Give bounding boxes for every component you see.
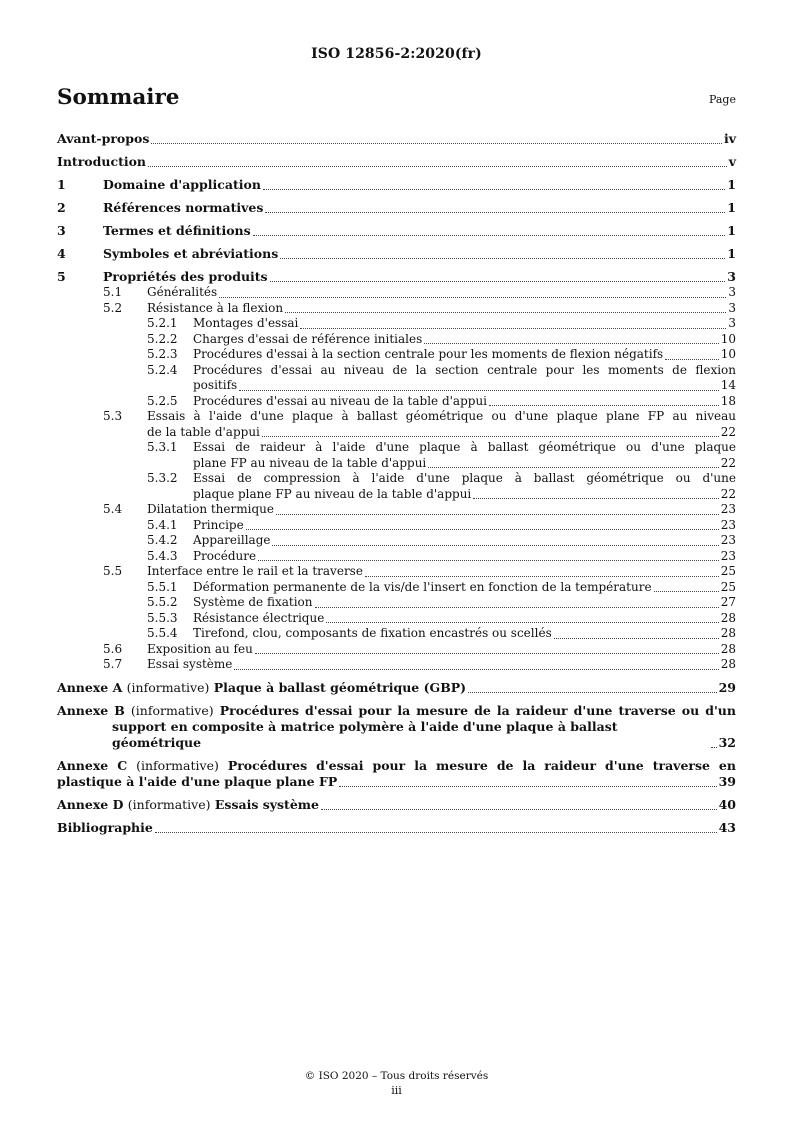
toc-entry[interactable] <box>57 549 736 565</box>
page-number: iii <box>391 1084 402 1097</box>
toc-entry-page: 23 <box>720 502 736 516</box>
toc-entry[interactable] <box>57 246 736 262</box>
toc-entry[interactable] <box>57 177 736 193</box>
toc-entry-page: 18 <box>720 393 736 408</box>
dot-leader <box>270 281 726 282</box>
toc-entry-text: Généralités <box>147 285 218 299</box>
dot-leader <box>148 166 727 167</box>
toc-entry-page: 3 <box>728 285 736 299</box>
toc-entry-page: 23 <box>720 548 736 563</box>
toc-entry-number: 5.5.4 <box>147 626 178 640</box>
toc-entry-text: Essais à l'aide d'une plaque à ballast géométrique ou d'une plaque plane FP au niveau <box>147 409 736 423</box>
toc-entry-text-continued: plaque plane FP au niveau de la table d'appui <box>193 486 472 501</box>
dot-leader <box>255 653 719 654</box>
toc-entry-text: Résistance à la flexion <box>147 300 284 315</box>
toc-entry-number: 5.5.2 <box>147 595 178 609</box>
toc-entry[interactable] <box>57 301 736 317</box>
dot-leader <box>339 786 716 787</box>
dot-leader <box>554 638 719 639</box>
toc-entry-page: 1 <box>727 246 736 261</box>
dot-leader <box>428 467 718 468</box>
toc-entry-page: 28 <box>720 641 736 656</box>
annex-title: Essais système <box>214 796 319 812</box>
toc-entry[interactable] <box>57 131 736 147</box>
toc-entry-text: Procédures d'essai à la section centrale pour les moments de flexion négatifs <box>193 347 664 361</box>
dot-leader <box>468 692 717 693</box>
toc-entry-page: v <box>728 154 736 169</box>
toc-entry[interactable] <box>57 154 736 170</box>
toc-entry-page: 1 <box>727 200 736 215</box>
toc-entry-text: Essai système <box>147 657 233 671</box>
dot-leader <box>263 189 725 190</box>
toc-entry-text-continued: plane FP au niveau de la table d'appui <box>193 455 427 470</box>
toc-annex-entry[interactable] <box>57 703 736 751</box>
dot-leader <box>665 359 719 360</box>
toc-entry-number: 4 <box>57 246 66 261</box>
toc-entry-number: 5.5.1 <box>147 579 178 594</box>
toc-entry-page: 25 <box>720 579 736 594</box>
toc-entry-text-continued: positifs <box>193 378 238 392</box>
dot-leader <box>246 529 719 530</box>
dot-leader <box>489 405 719 406</box>
dot-leader <box>155 832 717 833</box>
toc-entry-text: Domaine d'application <box>103 177 261 192</box>
dot-leader <box>258 560 719 561</box>
toc-entry-page: 1 <box>727 223 736 238</box>
toc-entry[interactable] <box>57 595 736 611</box>
toc-entry[interactable] <box>57 269 736 285</box>
toc-entry[interactable] <box>57 394 736 410</box>
toc-entry-text: Symboles et abréviations <box>103 246 279 261</box>
toc-entry-page: 25 <box>720 564 736 578</box>
toc-entry[interactable] <box>57 642 736 658</box>
toc-entry-text: Propriétés des produits <box>103 269 268 284</box>
toc-entry[interactable] <box>57 502 736 518</box>
toc-entry-text: Références normatives <box>103 200 264 215</box>
copyright-notice: © ISO 2020 – Tous droits réservés <box>304 1070 489 1082</box>
toc-annex-entry[interactable] <box>57 680 736 696</box>
toc-entry-page: 3 <box>728 300 736 315</box>
toc-entry-page: 29 <box>718 679 736 695</box>
dot-leader <box>473 498 718 499</box>
dot-leader <box>272 545 718 546</box>
toc-entry-page: iv <box>723 131 736 146</box>
dot-leader <box>265 212 725 213</box>
toc-entry-page: 32 <box>718 734 736 750</box>
table-of-contents <box>57 131 736 836</box>
annex-label: Annexe D <box>57 796 124 812</box>
toc-entry[interactable] <box>57 580 736 596</box>
page-footer <box>0 1070 793 1097</box>
annex-type: (informative) <box>130 702 214 718</box>
toc-entry[interactable] <box>57 518 736 534</box>
toc-entry-text: Introduction <box>57 154 147 169</box>
toc-entry-number: 5.4 <box>103 502 123 516</box>
toc-entry-page: 23 <box>720 517 736 532</box>
toc-entry-text: Charges d'essai de référence initiales <box>193 331 423 346</box>
toc-entry[interactable] <box>57 440 736 471</box>
toc-entry[interactable] <box>57 200 736 216</box>
toc-entry-page: 28 <box>720 610 736 625</box>
toc-entry-number: 5.2 <box>103 300 123 315</box>
annex-label: Annexe C <box>57 757 128 773</box>
toc-entry-page: 27 <box>720 595 736 609</box>
toc-entry-number: 5.2.5 <box>147 393 178 408</box>
toc-entry-number: 3 <box>57 223 66 238</box>
toc-entry-page: 3 <box>727 269 736 284</box>
toc-entry-text: Résistance électrique <box>193 610 325 625</box>
toc-entry-text: Essai de compression à l'aide d'une plaque à ballast géométrique ou d'une <box>193 471 736 485</box>
annex-title-continued: support en composite à matrice polymère à l'aide d'une plaque à ballast géométrique <box>112 718 618 750</box>
toc-entry-text: Avant-propos <box>57 131 150 146</box>
toc-entry-page: 22 <box>720 486 736 501</box>
dot-leader <box>234 669 718 670</box>
annex-type: (informative) <box>136 757 219 773</box>
toc-entry-text: Principe <box>193 517 244 532</box>
dot-leader <box>253 235 726 236</box>
toc-entry-text: Termes et définitions <box>103 223 251 238</box>
toc-entry-text: Essai de raideur à l'aide d'une plaque à ballast géométrique ou d'une plaque <box>193 440 736 454</box>
toc-entry-text: Appareillage <box>193 533 271 547</box>
toc-entry-text: Exposition au feu <box>147 641 253 656</box>
toc-entry[interactable] <box>57 657 736 673</box>
dot-leader <box>654 591 719 592</box>
toc-entry-page: 3 <box>728 316 736 330</box>
annex-title: Procédures d'essai pour la mesure de la raideur d'une traverse ou d'un <box>219 702 736 718</box>
toc-entry-number: 5.2.2 <box>147 331 178 346</box>
toc-entry-number: 2 <box>57 200 66 215</box>
page-title: Sommaire <box>57 85 180 110</box>
toc-entry-number: 5.3 <box>103 409 123 423</box>
toc-entry-number: 5.4.2 <box>147 533 178 547</box>
annex-label: Annexe B <box>57 702 125 718</box>
toc-entry-number: 5.7 <box>103 657 123 671</box>
toc-entry-number: 5 <box>57 269 66 284</box>
toc-entry-page: 14 <box>720 378 736 392</box>
dot-leader <box>280 258 725 259</box>
toc-entry-page: 28 <box>720 626 736 640</box>
toc-entry-number: 5.5.3 <box>147 610 178 625</box>
toc-entry-page: 40 <box>718 796 736 812</box>
annex-type: (informative) <box>126 679 210 695</box>
toc-entry-page: 10 <box>720 331 736 346</box>
toc-entry-text: Montages d'essai <box>193 316 299 330</box>
toc-entry-page: 28 <box>720 657 736 671</box>
annex-title: Plaque à ballast géométrique (GBP) <box>213 679 467 695</box>
toc-entry-text: Interface entre le rail et la traverse <box>147 564 363 578</box>
toc-entry-number: 5.4.1 <box>147 517 178 532</box>
toc-entry[interactable] <box>57 223 736 239</box>
toc-entry-text-continued: de la table d'appui <box>147 424 260 439</box>
toc-entry-number: 5.5 <box>103 564 123 578</box>
toc-entry-number: 1 <box>57 177 66 192</box>
dot-leader <box>151 143 722 144</box>
dot-leader <box>424 343 718 344</box>
toc-annex-entry[interactable] <box>57 797 736 813</box>
toc-entry-number: 5.4.3 <box>147 548 178 563</box>
annex-label: Annexe A <box>57 679 123 695</box>
dot-leader <box>239 390 719 391</box>
toc-entry-number: 5.2.1 <box>147 316 178 330</box>
toc-annex-entry[interactable] <box>57 758 736 790</box>
toc-entry-text: Dilatation thermique <box>147 502 274 516</box>
toc-entry-page: 1 <box>727 177 736 192</box>
toc-entry-text: Bibliographie <box>57 819 153 835</box>
toc-entry-number: 5.2.4 <box>147 362 178 377</box>
annex-type: (informative) <box>127 796 211 812</box>
toc-entry-page: 22 <box>720 455 736 470</box>
toc-entry[interactable] <box>57 471 736 502</box>
toc-entry-page: 39 <box>718 773 736 789</box>
dot-leader <box>711 747 717 748</box>
dot-leader <box>315 607 719 608</box>
dot-leader <box>285 312 726 313</box>
toc-entry[interactable] <box>57 332 736 348</box>
dot-leader <box>300 328 726 329</box>
toc-entry-text: Système de fixation <box>193 595 313 609</box>
toc-entry-page: 23 <box>720 533 736 547</box>
toc-entry[interactable] <box>57 363 736 394</box>
toc-entry-number: 5.2.3 <box>147 347 178 361</box>
toc-entry[interactable] <box>57 626 736 642</box>
toc-entry-text: Tirefond, clou, composants de fixation encastrés ou scellés <box>193 626 552 640</box>
toc-entry-number: 5.3.1 <box>147 440 178 454</box>
dot-leader <box>219 297 726 298</box>
dot-leader <box>365 576 719 577</box>
dot-leader <box>276 514 719 515</box>
toc-entry-page: 10 <box>720 347 736 361</box>
document-id-header: ISO 12856-2:2020(fr) <box>311 46 482 62</box>
toc-entry-page: 22 <box>720 424 736 439</box>
toc-entry[interactable] <box>57 533 736 549</box>
toc-entry-text: Déformation permanente de la vis/de l'insert en fonction de la température <box>193 579 652 594</box>
toc-entry-page: 43 <box>718 819 736 835</box>
toc-entry-text: Procédures d'essai au niveau de la section centrale pour les moments de flexion <box>193 362 736 377</box>
toc-entry[interactable] <box>57 285 736 301</box>
toc-entry[interactable] <box>57 347 736 363</box>
annex-title: Procédures d'essai pour la mesure de la raideur d'une traverse en <box>227 757 736 773</box>
dot-leader <box>262 436 719 437</box>
page-column-label: Page <box>708 93 736 106</box>
toc-entry[interactable] <box>57 820 736 836</box>
annex-title-continued: plastique à l'aide d'une plaque plane FP <box>57 773 338 789</box>
toc-entry[interactable] <box>57 409 736 440</box>
toc-entry[interactable] <box>57 316 736 332</box>
toc-entry[interactable] <box>57 564 736 580</box>
toc-entry[interactable] <box>57 611 736 627</box>
toc-entry-text: Procédures d'essai au niveau de la table d'appui <box>193 393 488 408</box>
toc-entry-number: 5.3.2 <box>147 471 178 485</box>
toc-entry-number: 5.6 <box>103 641 123 656</box>
dot-leader <box>326 622 718 623</box>
dot-leader <box>321 809 717 810</box>
toc-entry-text: Procédure <box>193 548 257 563</box>
toc-entry-number: 5.1 <box>103 285 123 299</box>
